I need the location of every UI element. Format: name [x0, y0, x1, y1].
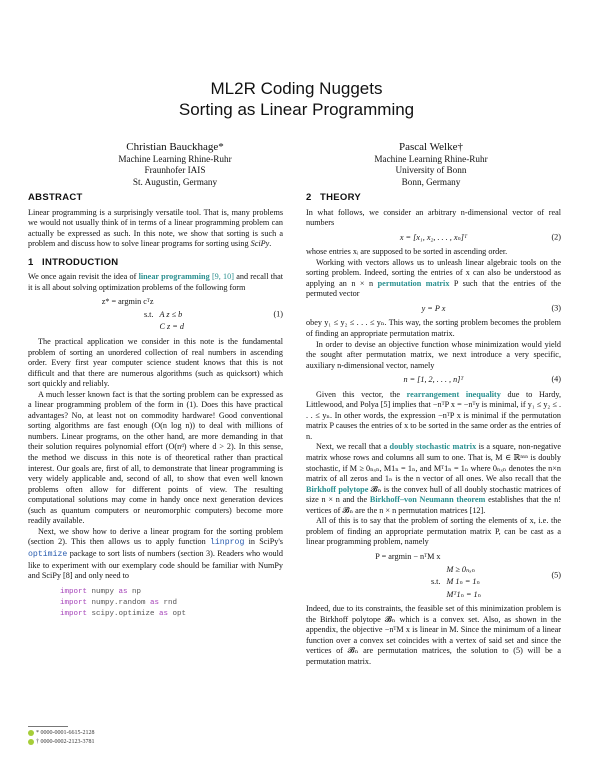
code-link-linprog[interactable]: linprog [209, 538, 245, 548]
theory-paragraph-2: whose entries xᵢ are supposed to be sorted in ascending order. [306, 247, 508, 257]
orcid-icon [28, 730, 34, 736]
code-line: import numpy as np [60, 587, 142, 596]
author-name: Pascal Welke† [399, 141, 463, 153]
author-affiliation: St. Augustin, Germany [132, 176, 218, 187]
theory-paragraph-6: Given this vector, the rearrangement inequality due to Hardy, Littlewood, and Polya [5] implies that −nᵀP x = −nᵀy is minimal, if y₁ ≤ y₂ ≤ . . . ≤ yₙ. In other words, the expression −nᵀP x is minimal if the permutation matrix P causes the entries of x to be sorted in the same order as the entries of n. [306, 389, 561, 441]
title-line-1: ML2R Coding Nuggets [210, 79, 383, 98]
code-line: import scipy.optimize as opt [60, 609, 187, 618]
equation-2: x = [x₁, x₂, . . . , xₙ]ᵀ (2) [399, 232, 561, 242]
author-affiliation: Machine Learning Rhine-Ruhr [374, 154, 488, 164]
link-birkhoff-polytope[interactable]: Birkhoff polytope [306, 484, 369, 494]
footnote-orcid-1[interactable]: * 0000-0001-6615-2128 [28, 729, 95, 738]
code-link-optimize[interactable]: optimize [28, 549, 68, 559]
equation-5: P = argmin − nᵀM x M ≥ 0ₙₓₙ s.t. M 1ₙ = 1ₙ Mᵀ1ₙ = 1ₙ (5) [375, 551, 561, 599]
author-block-2 [316, 140, 546, 188]
link-doubly-stochastic-matrix[interactable]: doubly stochastic matrix [389, 442, 477, 452]
abstract-heading: ABSTRACT [28, 192, 83, 203]
intro-paragraph-2: The practical application we consider in this note is the fundamental problem of sorting an unordered collection of real numbers in ascending order. Every first year computer science student knows that this is not difficult and that there are numerous algorithms (such as quicksort) which sort quickly and reliably. [28, 337, 283, 389]
link-linear-programming[interactable]: linear programming [138, 272, 210, 282]
orcid-icon [28, 739, 34, 745]
theory-paragraph-8: All of this is to say that the problem of sorting the elements of x, i.e. the problem of finding an appropriate permutation matrix P, can be cast as a linear programming problem, namely [306, 516, 561, 547]
equation-1: z* = argmin cᵀz s.t. A z ≤ b C z = d (1) [101, 297, 283, 332]
theory-paragraph-4: obey y₁ ≤ y₂ ≤ . . . ≤ yₙ. This way, the sorting problem becomes the problem of finding an appropriate permutation matrix. [306, 318, 561, 339]
intro-heading: 1 INTRODUCTION [28, 256, 119, 268]
equation-number: (1) [273, 309, 283, 319]
footnote-orcid-2[interactable]: † 0000-0002-2123-3781 [28, 738, 95, 747]
title-line-2: Sorting as Linear Programming [178, 100, 415, 119]
footnotes [28, 729, 95, 747]
intro-paragraph-3: A much lesser known fact is that the sorting problem can be expressed as a linear programming problem of the form in (1). Does this have practical advantages? No, at least not on commodity hardware! Good conventional sorting algorithms are fast enough (O(n log n)) to deal with millions of numbers. Linear programs, on the other hand, are more demanding in that their solution requires polynomial effort (O(nᵈ) where d > 2). In this sense, the method we discuss in this note is of theoretical rather than practical interest. Our goals are, first of all, to demonstrate that linear programming is very widely applicable and, second of all, to show that even well known problems often allow for different points of view. The resulting computational solutions may come in handy once next generation devices (such as quantum computers or neuromorphic computers) become more readily available. [28, 389, 283, 526]
equation-3: y = P x (3) [421, 303, 561, 313]
author-affiliation: Bonn, Germany [401, 176, 461, 187]
code-line: import numpy.random as rnd [60, 598, 178, 607]
theory-paragraph-7: Next, we recall that a doubly stochastic matrix is a square, non-negative matrix whose rows and columns all sum to one. That is, M ∈ ℝⁿˣⁿ is doubly stochastic, if M ≥ 0ₙₓₙ, M1ₙ = 1ₙ, and Mᵀ1ₙ = 1ₙ where 0ₙₓₙ denotes the n×n matrix of all zeros and 1ₙ is the n vector of all ones. We also recall that the Birkhoff polytope 𝓑ₙ is the convex hull of all doubly stochastic matrices of size n × n and the Birkhoff–von Neumann theorem establishes that the n! vertices of 𝓑ₙ are the n × n permutation matrices [12]. [306, 442, 561, 515]
paper-title [0, 78, 593, 120]
theory-paragraph-5: In order to devise an objective function whose minimization would yield the sought after permutation matrix, we next introduce a very specific, auxiliary n-dimensional vector, namely [306, 339, 561, 370]
equation-number: (5) [551, 570, 561, 580]
right-column [306, 193, 561, 667]
footnote-rule [28, 726, 68, 727]
equation-4: n = [1, 2, . . . , n]ᵀ (4) [403, 375, 561, 385]
author-affiliation: Machine Learning Rhine-Ruhr [118, 154, 232, 164]
link-permutation-matrix[interactable]: permutation matrix [377, 278, 450, 288]
author-affiliation: Fraunhofer IAIS [144, 165, 206, 176]
intro-paragraph-1: We once again revisit the idea of linear programming [9, 10] and recall that it is all about solving optimization problems of the following form [28, 272, 284, 292]
abstract-text: Linear programming is a surprisingly versatile tool. That is, many problems we would not usually think of in terms of a linear programming problem can actually be expressed as such. In this note, we show that sorting is such a problem and discuss how to solve linear programs for sorting using SciPy. [28, 207, 283, 249]
author-block-1 [60, 140, 290, 188]
link-rearrangement-inequality[interactable]: rearrangement inequality [406, 389, 501, 399]
citation[interactable]: [9, 10] [211, 272, 234, 282]
left-column [28, 193, 283, 620]
theory-paragraph-9: Indeed, due to its constraints, the feasible set of this minimization problem is the Birkhoff polytope 𝓑ₙ which is a convex set. Also, as shown in the appendix, the objective −nᵀM x is linear in M. Since the minimum of a linear function over a convex set coincides with a vertex of said set and since the vertices of 𝓑ₙ are permutation matrices, the solution to (5) will be a permutation matrix. [306, 604, 561, 666]
theory-paragraph-3: Working with vectors allows us to unleash linear algebraic tools on the sorting problem. Indeed, sorting the entries of x can also be understood as applying an n × n permutation matrix P such that the entries of the permuted vector [306, 257, 562, 299]
theory-heading: 2 THEORY [306, 192, 362, 203]
author-affiliation: University of Bonn [395, 165, 467, 176]
code-listing [60, 587, 283, 620]
intro-paragraph-4: Next, we show how to derive a linear program for the sorting problem (section 2). This then allows us to apply function linprog in SciPy's optimize package to sort lists of numbers (section 3). Readers who would like to experiment with our exemplary code should be familiar with NumPy and SciPy [8] and only need to [28, 526, 283, 581]
link-birkhoff-von-neumann[interactable]: Birkhoff–von Neumann theorem [369, 495, 486, 505]
author-name: Christian Bauckhage* [126, 141, 224, 153]
theory-paragraph-1: In what follows, we consider an arbitrary n-dimensional vector of real numbers [306, 207, 561, 228]
